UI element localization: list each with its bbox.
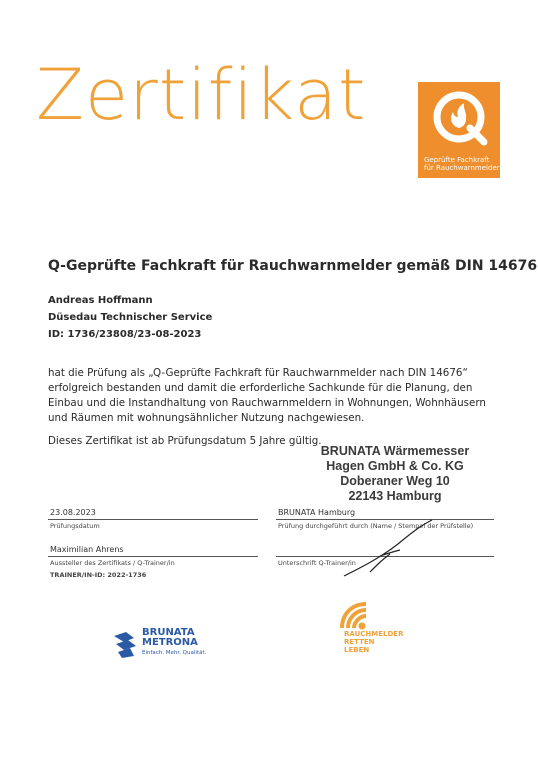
issuer-line xyxy=(48,556,258,557)
certificate-title: Zertifikat xyxy=(36,54,367,136)
body-line: Einbau und die Instandhaltung von Rauchwarnmeldern in Wohnungen, Wohnhäusern xyxy=(48,397,486,409)
brunata-metrona-logo xyxy=(112,626,222,666)
body-line: erfolgreich bestanden und damit die erforderliche Sachkunde für die Planung, den xyxy=(48,382,473,394)
issuer-value: Maximilian Ahrens xyxy=(50,545,124,554)
person-company: Düsedau Technischer Service xyxy=(48,312,213,323)
handwritten-signature xyxy=(340,514,440,584)
brunata-name: BRUNATA xyxy=(142,627,195,638)
body-line: und Räumen mit wohnungsähnlicher Nutzung nachgewiesen. xyxy=(48,412,365,424)
signal-waves-icon xyxy=(336,598,380,634)
date-line xyxy=(48,519,258,520)
q-badge-logo xyxy=(418,82,500,178)
badge-line-2: für Rauchwarnmelder xyxy=(424,164,500,172)
rauch-line-1: RAUCHMELDER xyxy=(344,630,404,638)
brunata-slogan: Einfach. Mehr. Qualität. xyxy=(142,650,207,656)
trainer-id: TRAINER/IN-ID: 2022-1736 xyxy=(50,571,147,579)
certificate-heading: Q-Geprüfte Fachkraft für Rauchwarnmelder gemäß DIN 14676 xyxy=(48,258,538,274)
badge-line-1: Geprüfte Fachkraft xyxy=(424,156,490,164)
body-line: hat die Prüfung als „Q-Geprüfte Fachkraft für Rauchwarnmelder nach DIN 14676“ xyxy=(48,367,468,379)
place-label: Prüfung durchgeführt durch (Name / Stempel der Prüfstelle) xyxy=(278,522,474,530)
rauchmelder-retten-leben-logo xyxy=(330,598,420,668)
q-flame-icon xyxy=(418,82,500,152)
stamp-line: 22143 Hamburg xyxy=(348,489,442,503)
stamp-line: BRUNATA Wärmemesser xyxy=(320,444,470,458)
company-stamp xyxy=(300,444,490,504)
person-block xyxy=(48,292,212,343)
issuer-label: Aussteller des Zertifikats / Q-Trainer/in xyxy=(50,559,175,567)
brunata-mark-icon xyxy=(112,630,138,660)
date-label: Prüfungsdatum xyxy=(50,522,100,530)
stamp-line: Hagen GmbH & Co. KG xyxy=(326,459,464,473)
certificate-body xyxy=(48,366,498,426)
metrona-name: METRONA xyxy=(142,637,198,648)
person-id: ID: 1736/23808/23-08-2023 xyxy=(48,329,202,340)
date-value: 23.08.2023 xyxy=(50,508,96,517)
place-value: BRUNATA Hamburg xyxy=(278,508,356,517)
rauch-line-2: RETTEN xyxy=(344,638,375,646)
stamp-line: Doberaner Weg 10 xyxy=(340,474,450,488)
validity-text: Dieses Zertifikat ist ab Prüfungsdatum 5 Jahre gültig. xyxy=(48,435,322,447)
signature-label: Unterschrift Q-Trainer/in xyxy=(278,559,356,567)
rauch-line-3: LEBEN xyxy=(344,646,370,654)
person-name: Andreas Hoffmann xyxy=(48,295,153,306)
